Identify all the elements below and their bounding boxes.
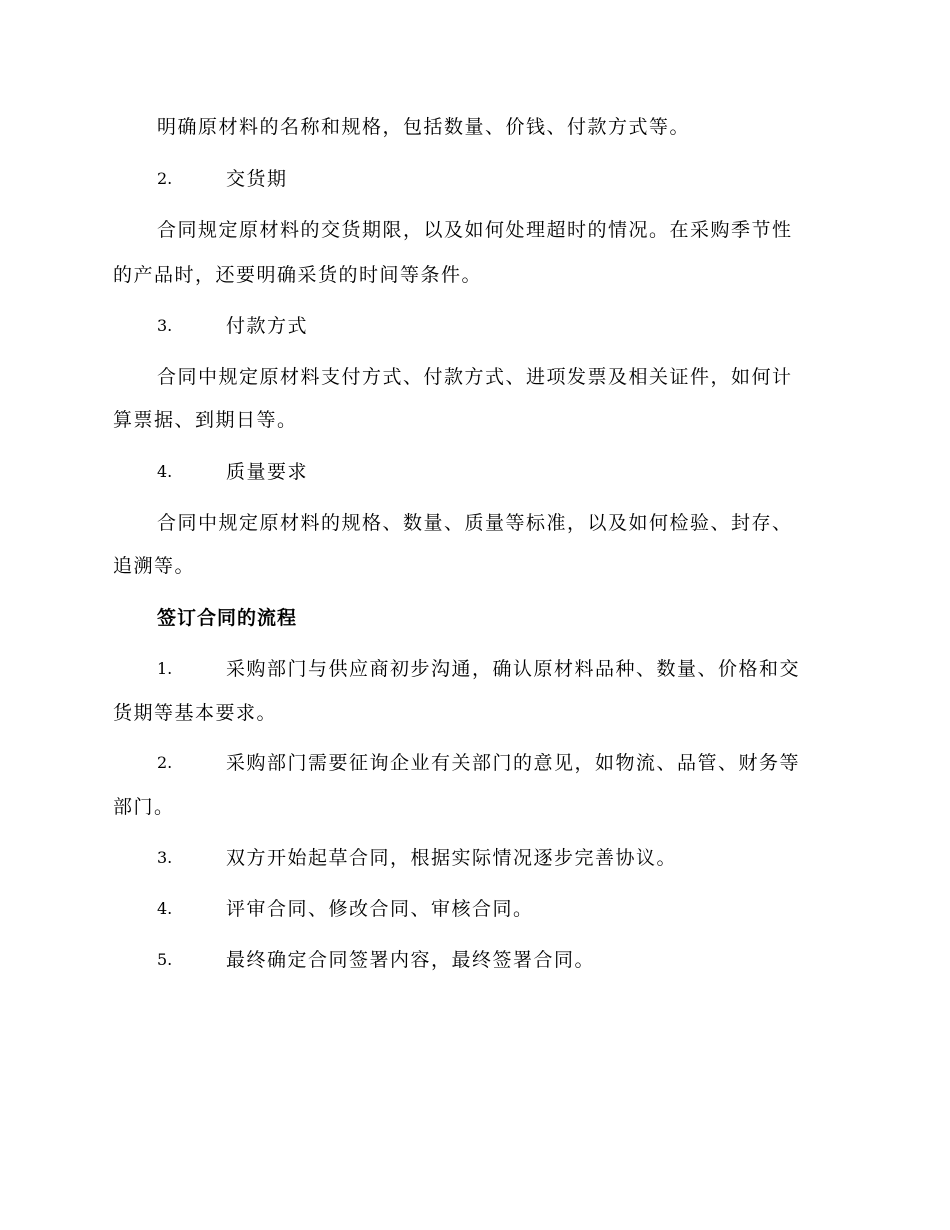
step-text: 双方开始起草合同，根据实际情况逐步完善协议。 — [226, 847, 678, 869]
paragraph-line: 追溯等。 — [113, 555, 196, 577]
list-item-number: 3. — [157, 316, 173, 335]
step-number: 2. — [157, 753, 173, 772]
step-text: 采购部门与供应商初步沟通，确认原材料品种、数量、价格和交 — [226, 658, 801, 680]
step-text-continued: 部门。 — [113, 796, 175, 818]
list-item-number: 4. — [157, 462, 173, 481]
list-item-number: 2. — [157, 169, 173, 188]
step-number: 3. — [157, 848, 173, 867]
section-heading: 签订合同的流程 — [157, 607, 298, 629]
list-item-title: 质量要求 — [226, 461, 309, 483]
list-item-title: 交货期 — [226, 168, 288, 190]
paragraph-line: 的产品时，还要明确采货的时间等条件。 — [113, 264, 483, 286]
step-number: 5. — [157, 950, 173, 969]
step-number: 1. — [157, 659, 173, 678]
step-number: 4. — [157, 899, 173, 918]
list-item-title: 付款方式 — [226, 315, 309, 337]
step-text: 最终确定合同签署内容，最终签署合同。 — [226, 949, 596, 971]
paragraph-line: 合同中规定原材料支付方式、付款方式、进项发票及相关证件，如何计 — [157, 366, 793, 388]
step-text: 采购部门需要征询企业有关部门的意见，如物流、品管、财务等 — [226, 752, 801, 774]
paragraph-line: 算票据、到期日等。 — [113, 409, 298, 431]
step-text-continued: 货期等基本要求。 — [113, 702, 278, 724]
paragraph-line: 合同规定原材料的交货期限，以及如何处理超时的情况。在采购季节性 — [157, 219, 793, 241]
paragraph-line: 明确原材料的名称和规格，包括数量、价钱、付款方式等。 — [157, 116, 691, 138]
paragraph-line: 合同中规定原材料的规格、数量、质量等标准，以及如何检验、封存、 — [157, 512, 793, 534]
step-text: 评审合同、修改合同、审核合同。 — [226, 898, 534, 920]
